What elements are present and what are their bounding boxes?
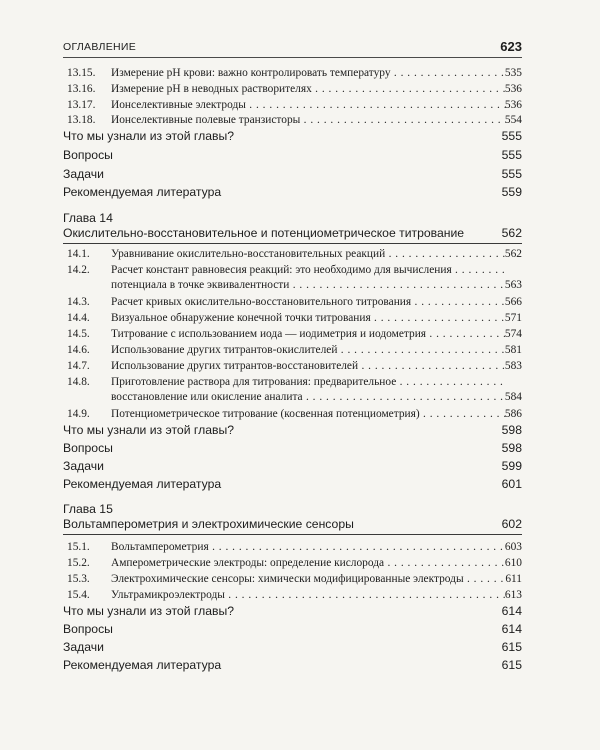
entry-title: Уравнивание окислительно-восстановительных реакций . . . bbox=[111, 248, 506, 260]
entry-title: Измерение pH крови: важно контролировать температуру . . . bbox=[111, 67, 506, 79]
section-page: 555 bbox=[501, 129, 522, 143]
entry-title: Измерение pH в неводных растворителях . . . bbox=[111, 83, 506, 95]
section-page: 615 bbox=[501, 640, 522, 654]
entry-page: 611 bbox=[505, 573, 522, 585]
entry-page: 574 bbox=[504, 328, 522, 340]
chapter-page: 562 bbox=[501, 226, 522, 240]
entry-title: Электрохимические сенсоры: химически модифицированные электроды . . . bbox=[111, 573, 506, 585]
entry-page: 603 bbox=[504, 541, 522, 553]
chapter-title: Вольтамперометрия и электрохимические сенсоры bbox=[63, 517, 354, 531]
entry-number: 15.3. bbox=[67, 573, 90, 585]
entry-page: 586 bbox=[504, 408, 522, 420]
running-head bbox=[63, 37, 522, 58]
entry-number: 14.5. bbox=[67, 328, 90, 340]
section-title: Задачи bbox=[63, 640, 104, 654]
entry-number: 13.16. bbox=[67, 83, 96, 95]
entry-title: Ионселективные полевые транзисторы . . . bbox=[111, 114, 506, 126]
section-title: Вопросы bbox=[63, 148, 113, 162]
section-page: 559 bbox=[501, 185, 522, 199]
entry-number: 13.18. bbox=[67, 114, 96, 126]
section-page: 555 bbox=[501, 167, 522, 181]
entry-page: 536 bbox=[504, 83, 522, 95]
entry-page: 581 bbox=[504, 344, 522, 356]
section-page: 599 bbox=[501, 459, 522, 473]
section-title: Задачи bbox=[63, 167, 104, 181]
entry-page: 563 bbox=[504, 279, 522, 291]
section-page: 598 bbox=[501, 441, 522, 455]
entry-number: 14.1. bbox=[67, 248, 90, 260]
section-page: 598 bbox=[501, 423, 522, 437]
entry-title: Использование других титрантов-восстановителей . . . bbox=[111, 360, 506, 372]
entry-page: 536 bbox=[504, 99, 522, 111]
toc-entry bbox=[63, 264, 522, 296]
entry-number: 14.8. bbox=[67, 376, 90, 388]
section-title: Задачи bbox=[63, 459, 104, 473]
entry-number: 14.2. bbox=[67, 264, 90, 276]
entry-page: 613 bbox=[504, 589, 522, 601]
entry-title: Титрование с использованием иода — иодиметрия и иодометрия . . . bbox=[111, 328, 506, 340]
entry-title: Амперометрические электроды: определение кислорода . . . bbox=[111, 557, 506, 569]
entry-number: 14.9. bbox=[67, 408, 90, 420]
section-title: Вопросы bbox=[63, 622, 113, 636]
section-title: Что мы узнали из этой главы? bbox=[63, 604, 234, 618]
toc-entry bbox=[63, 376, 522, 408]
chapter-label: Глава 14 bbox=[63, 211, 113, 225]
running-head-title: ОГЛАВЛЕНИЕ bbox=[63, 41, 137, 53]
entry-title: Ультрамикроэлектроды . . . bbox=[111, 589, 506, 601]
section-page: 555 bbox=[501, 148, 522, 162]
section-page: 614 bbox=[501, 622, 522, 636]
entry-title-line1: Приготовление раствора для титрования: предварительное . . . bbox=[111, 376, 506, 388]
section-page: 615 bbox=[501, 658, 522, 672]
entry-title-line1: Расчет констант равновесия реакций: это необходимо для вычисления . . . bbox=[111, 264, 506, 276]
entry-number: 15.1. bbox=[67, 541, 90, 553]
entry-title: Вольтамперометрия . . . bbox=[111, 541, 506, 553]
section-title: Рекомендуемая литература bbox=[63, 658, 222, 672]
entry-page: 554 bbox=[504, 114, 522, 126]
entry-number: 14.7. bbox=[67, 360, 90, 372]
entry-title: Расчет кривых окислительно-восстановительного титрования . . . bbox=[111, 296, 506, 308]
section-title: Вопросы bbox=[63, 441, 113, 455]
entry-title-line2: потенциала в точке эквивалентности . . . bbox=[111, 279, 506, 291]
chapter-title-row bbox=[63, 517, 522, 535]
chapter-label: Глава 15 bbox=[63, 502, 113, 516]
section-title: Рекомендуемая литература bbox=[63, 477, 222, 491]
entry-number: 14.4. bbox=[67, 312, 90, 324]
entry-page: 610 bbox=[504, 557, 522, 569]
chapter-title-row bbox=[63, 226, 522, 244]
entry-page: 562 bbox=[504, 248, 522, 260]
section-title: Что мы узнали из этой главы? bbox=[63, 129, 234, 143]
entry-number: 15.4. bbox=[67, 589, 90, 601]
entry-page: 535 bbox=[504, 67, 522, 79]
chapter-page: 602 bbox=[501, 517, 522, 531]
section-title: Что мы узнали из этой главы? bbox=[63, 423, 234, 437]
entry-page: 583 bbox=[504, 360, 522, 372]
entry-page: 584 bbox=[504, 391, 522, 403]
entry-page: 571 bbox=[504, 312, 522, 324]
entry-title: Использование других титрантов-окислителей . . . bbox=[111, 344, 506, 356]
section-page: 614 bbox=[501, 604, 522, 618]
entry-number: 15.2. bbox=[67, 557, 90, 569]
section-title: Рекомендуемая литература bbox=[63, 185, 222, 199]
entry-number: 13.15. bbox=[67, 67, 96, 79]
entry-title: Визуальное обнаружение конечной точки титрования . . . bbox=[111, 312, 506, 324]
entry-title: Ионселективные электроды . . . bbox=[111, 99, 506, 111]
entry-number: 14.6. bbox=[67, 344, 90, 356]
section-page: 601 bbox=[501, 477, 522, 491]
entry-title: Потенциометрическое титрование (косвенная потенциометрия) . . . bbox=[111, 408, 506, 420]
entry-number: 13.17. bbox=[67, 99, 96, 111]
running-head-page-number: 623 bbox=[500, 39, 522, 54]
chapter-title: Окислительно-восстановительное и потенциометрическое титрование bbox=[63, 226, 465, 240]
entry-number: 14.3. bbox=[67, 296, 90, 308]
entry-page: 566 bbox=[504, 296, 522, 308]
entry-title-line2: восстановление или окисление аналита . . . bbox=[111, 391, 506, 403]
